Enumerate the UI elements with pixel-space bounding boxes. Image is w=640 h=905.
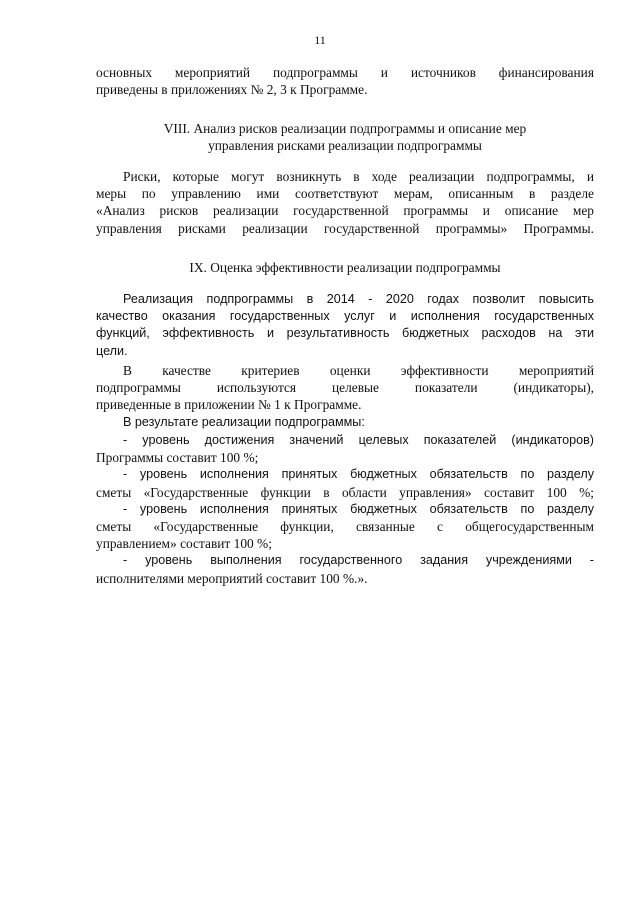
section-8-paragraph	[96, 168, 594, 237]
text-line: цели.	[96, 343, 128, 358]
list-item	[96, 432, 594, 466]
text-line: приведенные в приложении № 1 к Программе.	[96, 397, 362, 413]
section-9-paragraph-1	[96, 291, 594, 360]
heading-line: управления рисками реализации подпрограммы	[208, 138, 482, 154]
text-line: сметы «Государственные функции, связанные с общегосударственным	[96, 519, 594, 535]
intro-paragraph	[96, 64, 594, 98]
text-line: «Анализ рисков реализации государственной программы и описание мер	[96, 203, 594, 219]
results-list	[96, 432, 594, 587]
text-line: сметы «Государственные функции в области управления» составит 100 %;	[96, 484, 594, 500]
section-9-paragraph-3	[96, 414, 594, 431]
section-9-paragraph-2	[96, 362, 594, 414]
text-line: - уровень выполнения государственного задания учреждениями -	[123, 553, 594, 568]
heading-line: VIII. Анализ рисков реализации подпрограммы и описание мер	[163, 121, 527, 136]
text-line: приведены в приложениях № 2, 3 к Программе.	[96, 82, 368, 98]
text-line: - уровень достижения значений целевых показателей (индикаторов)	[123, 433, 594, 447]
text-line: исполнителями мероприятий составит 100 %.».	[96, 570, 368, 586]
text-line: управлением» составит 100 %;	[96, 536, 272, 552]
text-line: меры по управлению ими соответствуют мерам, описанным в разделе	[96, 186, 594, 202]
text-line: качество оказания государственных услуг и исполнения государственных	[96, 309, 594, 324]
heading-line: IX. Оценка эффективности реализации подпрограммы	[189, 260, 501, 275]
text-line: Программы составит 100 %;	[96, 450, 259, 466]
page-number: 11	[314, 33, 326, 47]
text-line: - уровень исполнения принятых бюджетных обязательств по разделу	[123, 467, 594, 482]
text-line: функций, эффективность и результативность бюджетных расходов на эти	[96, 326, 594, 341]
list-item	[96, 466, 594, 500]
list-item	[96, 552, 594, 586]
section-8-heading	[96, 120, 594, 154]
text-line: подпрограммы используются целевые показатели (индикаторы),	[96, 380, 594, 396]
text-line: основных мероприятий подпрограммы и источников финансирования	[96, 65, 594, 80]
text-line: В качестве критериев оценки эффективности мероприятий	[123, 363, 594, 378]
section-9-heading	[96, 259, 594, 276]
text-line: управления рисками реализации государственной программы» Программы.	[96, 220, 594, 236]
text-line: Риски, которые могут возникнуть в ходе реализации подпрограммы, и	[123, 169, 594, 184]
text-line: В результате реализации подпрограммы:	[123, 415, 365, 429]
list-item	[96, 501, 594, 553]
text-line: Реализация подпрограммы в 2014 - 2020 годах позволит повысить	[123, 292, 594, 306]
text-line: - уровень исполнения принятых бюджетных обязательств по разделу	[123, 501, 594, 516]
